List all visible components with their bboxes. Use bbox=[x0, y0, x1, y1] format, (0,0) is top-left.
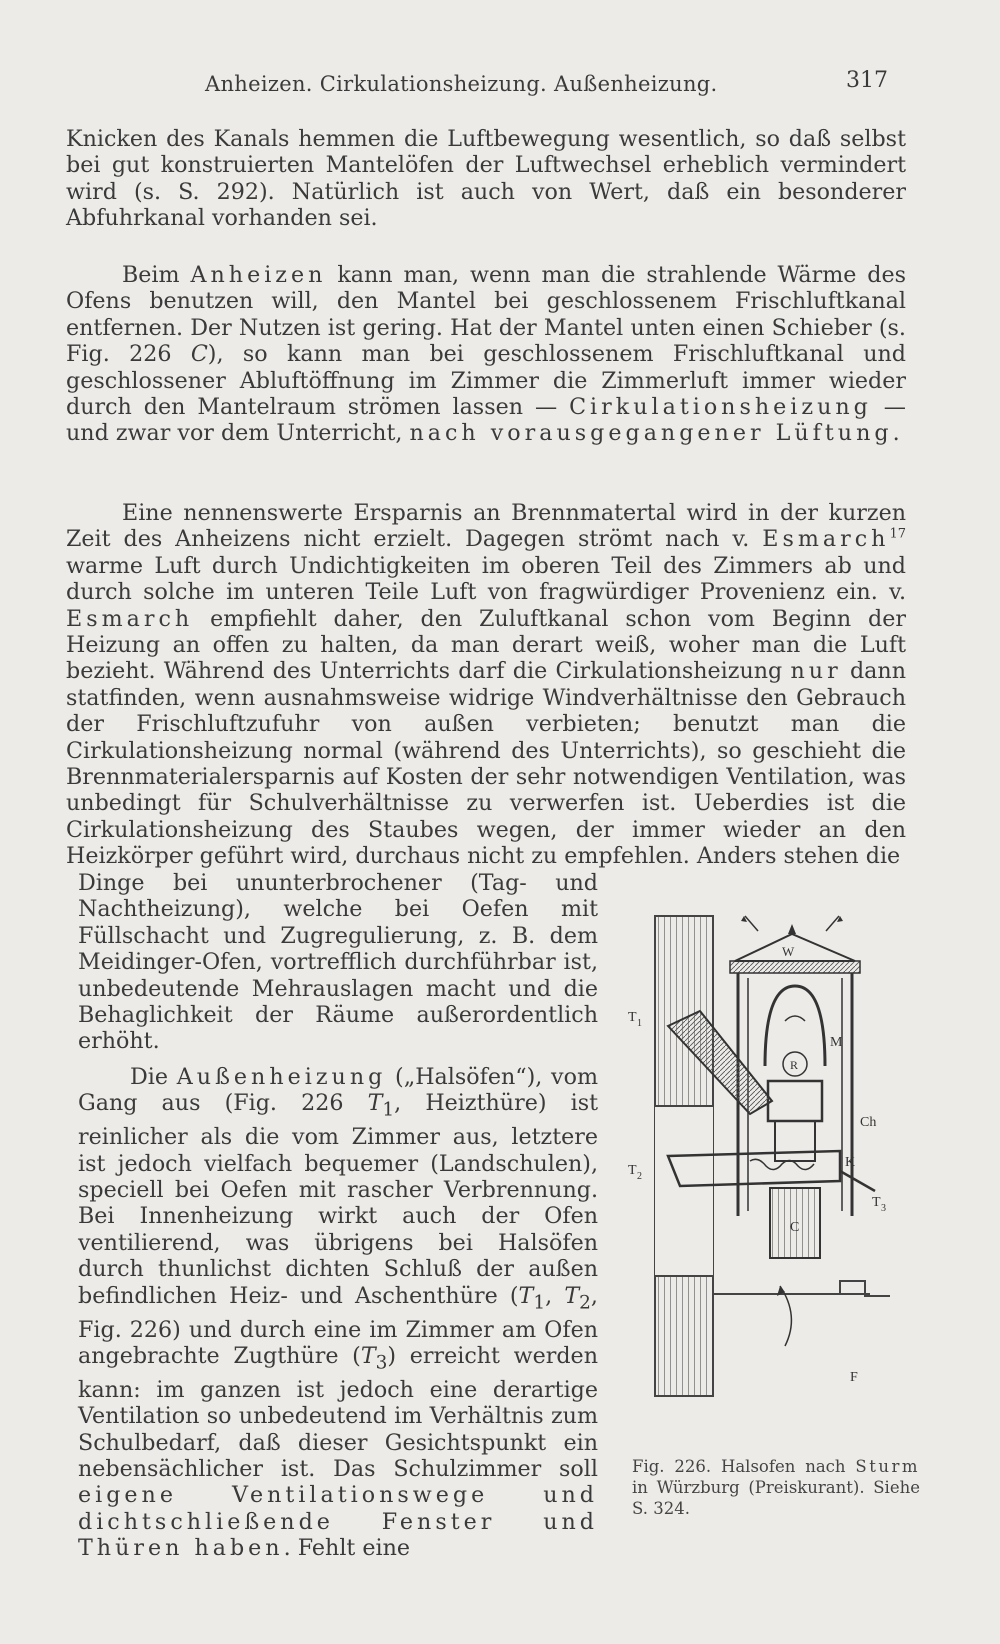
emphasis-aussenheizung: Außenheizung bbox=[176, 1064, 387, 1090]
symbol-t1: T bbox=[367, 1090, 383, 1117]
author-esmarch: Esmarch bbox=[66, 605, 194, 632]
label-r: R bbox=[790, 1058, 799, 1072]
caption-author: Sturm bbox=[855, 1457, 920, 1476]
text-run: warme Luft durch Undichtigkeiten im oberen Teil des Zimmers ab und durch solche im unteren Teile Luft von fragwürdiger Provenienz ein. v. bbox=[66, 552, 906, 606]
text-run: kann man, wenn man die strahlende Wärme des Ofens benutzen will, den Mantel bei geschlossenem Frischluftkanal entfernen. Der Nutzen ist gering. Hat der Mantel unten einen Schieber (s. Fig. 226 bbox=[66, 262, 906, 368]
subscript: 1 bbox=[382, 1099, 395, 1121]
emphasis-eigene-ventilationswege: eigene Ventilationswege und dichtschließende Fenster und Thüren haben bbox=[78, 1482, 598, 1562]
paragraph-1-text: Knicken des Kanals hemmen die Luftbewegung wesentlich, so daß selbst bei gut konstruierten Mantelöfen der Luftwechsel erheblich vermindert wird (s. S. 292). Natürlich ist auch von Wert, daß ein besonderer Abfuhrkanal vorhanden sei. bbox=[66, 126, 906, 232]
text-run: empfiehlt daher, den Zuluftkanal schon vom Beginn der Heizung an offen zu halten, da man derart weiß, woher man die Luft bezieht. Während des Unterrichts darf die Cirkulationsheizung bbox=[66, 605, 906, 685]
text-run: Beim bbox=[122, 262, 191, 288]
text-run: — und zwar vor dem Unterricht, bbox=[66, 394, 906, 447]
emphasis-nach-lueftung: nach vorausgegangener Lüftung bbox=[409, 420, 893, 447]
text-run: , bbox=[545, 1282, 565, 1309]
label-t2: T bbox=[628, 1163, 637, 1178]
subscript: 1 bbox=[533, 1292, 546, 1314]
label-t1: T bbox=[628, 1010, 637, 1025]
caption-text: Fig. 226. Halsofen nach bbox=[632, 1457, 856, 1476]
paragraph-2-text bbox=[66, 262, 906, 447]
stove-dome bbox=[765, 986, 825, 1161]
running-header bbox=[0, 68, 1000, 112]
label-t3-sub: 3 bbox=[881, 1203, 886, 1214]
text-run: ) erreicht werden kann: im ganzen ist jedoch eine derartige Ventilation so unbedeutend im Verhältnis zum Schulbedarf, daß dieser Gesichtspunkt ein nebensächlicher ist. Das Schulzimmer soll bbox=[78, 1342, 598, 1482]
caption-text: in Würzburg (Preiskurant). Siehe S. 324. bbox=[632, 1478, 920, 1518]
text-run: Eine nennenswerte Ersparnis an Brennmatertal wird in der kurzen Zeit des Anheizens nicht erzielt. Dagegen strömt nach v. bbox=[66, 500, 906, 553]
emphasis-nur: nur bbox=[790, 658, 842, 685]
figure-caption bbox=[632, 1456, 920, 1519]
label-t2-sub: 2 bbox=[637, 1171, 642, 1182]
subscript: 3 bbox=[375, 1352, 388, 1374]
page-number: 317 bbox=[846, 68, 888, 93]
label-c: C bbox=[790, 1220, 800, 1235]
text-run: ), so kann man bei geschlossenem Frischluftkanal und geschlossener Abluftöffnung im Zimmer die Zimmerluft immer wieder durch den Mantelraum strömen lassen — bbox=[66, 341, 906, 421]
text-run: Die bbox=[130, 1064, 177, 1090]
label-k: K bbox=[845, 1155, 856, 1170]
paragraph-1 bbox=[66, 126, 906, 232]
text-run: („Halsöfen“), vom Gang aus (Fig. 226 bbox=[78, 1064, 598, 1117]
paragraph-3-text bbox=[66, 500, 906, 870]
paragraph-3 bbox=[66, 500, 906, 870]
label-w: W bbox=[782, 944, 795, 959]
stove-top-canopy bbox=[730, 916, 860, 973]
subscript: 2 bbox=[579, 1292, 591, 1314]
paragraph-3-continuation bbox=[78, 870, 598, 1055]
text-run: , Heizthüre) ist reinlicher als die vom Zimmer aus, letztere ist jedoch vielfach bequemer (Landschulen), speciell bei Oefen mit rascher Verbrennung. Bei Innenheizung wirkt auch der Ofen ventilierend, was übrigens bei Halsöfen durch thunlichst dichten Schluß der außen befindlichen Heiz- und Aschenthüre ( bbox=[78, 1090, 598, 1309]
label-t1-sub: 1 bbox=[637, 1018, 642, 1029]
label-m: M bbox=[830, 1035, 843, 1050]
text-run: , Fig. 226) und durch eine im Zimmer am Ofen angebrachte Zugthüre ( bbox=[78, 1282, 598, 1369]
paragraph-4 bbox=[78, 1064, 598, 1562]
stove-figure bbox=[628, 916, 910, 1436]
text-run: . bbox=[892, 420, 900, 447]
symbol-t1: T bbox=[518, 1282, 534, 1309]
text-run: dann statfinden, wenn ausnahmsweise widrige Windverhältnisse den Gebrauch der Frischluftzufuhr von außen verbieten; benutzt man die Cirkulationsheizung normal (während des Unterrichts), so geschieht die Brennmaterialersparnis auf Kosten der sehr notwendigen Ventilation, was unbedingt für Schulverhältnisse zu verwerfen ist. Ueberdies ist die Cirkulationsheizung des Staubes wegen, der immer wieder an den Heizkörper geführt wird, durchaus nicht zu empfehlen. Anders stehen die bbox=[66, 658, 906, 870]
symbol-t3: T bbox=[360, 1342, 376, 1369]
label-f: F bbox=[850, 1370, 858, 1385]
figure-ref-c: C bbox=[190, 341, 208, 368]
label-t3: T bbox=[872, 1195, 881, 1210]
symbol-t2: T bbox=[564, 1282, 580, 1309]
text-run: . Fehlt eine bbox=[283, 1535, 411, 1562]
header-title: Anheizen. Cirkulationsheizung. Außenheizung. bbox=[205, 72, 718, 96]
footnote-ref: 17 bbox=[889, 527, 906, 543]
emphasis-cirkulationsheizung: Cirkulationsheizung bbox=[569, 394, 872, 421]
paragraph-2 bbox=[66, 262, 906, 447]
emphasis-anheizen: Anheizen bbox=[190, 262, 327, 288]
author-esmarch: Esmarch bbox=[762, 526, 890, 553]
paragraph-4-text bbox=[78, 1064, 598, 1562]
label-ch: Ch bbox=[860, 1115, 877, 1130]
wall-opening bbox=[655, 1106, 713, 1276]
paragraph-3-continuation-text: Dinge bei ununterbrochener (Tag- und Nachtheizung), welche bei Oefen mit Füllschacht und Zugregulierung, z. B. dem Meidinger-Ofen, vortrefflich durchführbar ist, unbedeutende Mehrauslagen macht und die Behaglichkeit der Räume außerordentlich erhöht. bbox=[78, 870, 598, 1055]
